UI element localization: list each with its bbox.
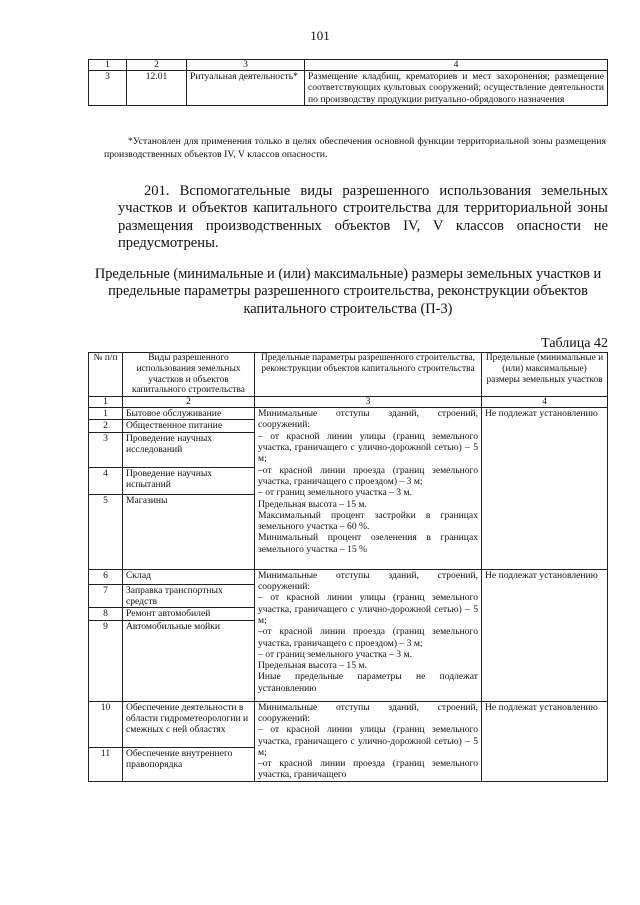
row-number: 10 <box>89 701 123 747</box>
group3-parameters <box>255 701 482 781</box>
row-number: 3 <box>89 432 123 467</box>
row-name: Проведение научных испытаний <box>123 467 255 494</box>
param-line: Максимальный процент застройки в границах земельного участка – 60 %. <box>258 509 478 533</box>
row-number: 9 <box>89 620 123 701</box>
param-line: Минимальные отступы зданий, строений, сооружений: <box>258 701 478 724</box>
row-number: 3 <box>89 71 127 106</box>
row-number: 1 <box>89 408 123 420</box>
header-cell: 4 <box>305 60 608 71</box>
row-number: 11 <box>89 747 123 781</box>
table-row <box>89 71 608 106</box>
group2-size: Не подлежат установлению <box>482 569 608 701</box>
param-line: Минимальные отступы зданий, строений, сооружений: <box>258 569 478 593</box>
group2-parameters <box>255 569 482 701</box>
row-name: Магазины <box>123 494 255 569</box>
row-name: Ремонт автомобилей <box>123 608 255 620</box>
column-numbers-row <box>89 397 608 408</box>
row-number: 7 <box>89 584 123 608</box>
row-name: Общественное питание <box>123 420 255 432</box>
param-line: Минимальный процент озеленения в границах земельного участка – 15 % <box>258 532 478 555</box>
column-number: 2 <box>123 397 255 408</box>
header-cell: 2 <box>127 60 187 71</box>
table-row <box>89 569 608 584</box>
main-table-header-row <box>89 353 608 397</box>
param-line: Предельная высота – 15 м. <box>258 498 367 510</box>
header-cell-number: № п/п <box>89 353 123 397</box>
top-table <box>88 59 608 106</box>
row-description: Размещение кладбищ, крематориев и мест захоронения; размещение соответствующих культовых сооружений; осуществление деятельности по производству продукции ритуально-обрядового назначения <box>305 71 608 106</box>
param-line: – от границ земельного участка – 3 м. <box>258 487 412 499</box>
section-heading: Предельные (минимальные и (или) максимальные) размеры земельных участков и предельные параметры разрешенного строительства, реконструкции объектов капитального строительства (П-3) <box>94 266 602 317</box>
header-cell: 3 <box>187 60 305 71</box>
param-line: – от границ земельного участка – 3 м. <box>258 648 412 660</box>
param-line: Минимальные отступы зданий, строений, сооружений: <box>258 408 478 431</box>
row-name: Склад <box>123 569 255 584</box>
group1-parameters <box>255 408 482 570</box>
column-number: 3 <box>255 397 482 408</box>
row-name: Заправка транспортных средств <box>123 584 255 608</box>
row-name: Бытовое обслуживание <box>123 408 255 420</box>
header-cell: 1 <box>89 60 127 71</box>
header-cell-use-type: Виды разрешенного использования земельных участков и объектов капитального строительства <box>123 353 255 397</box>
table-label: Таблица 42 <box>541 336 608 351</box>
header-cell-sizes: Предельные (минимальные и (или) максимальные) размеры земельных участков <box>482 353 608 397</box>
main-table <box>88 352 608 782</box>
param-line: –от красной линии проезда (границ земельного участка, граничащего <box>258 758 478 781</box>
row-name: Ритуальная деятельность* <box>187 71 305 106</box>
group3-size: Не подлежат установлению <box>482 701 608 781</box>
param-line: – от красной линии улицы (границ земельного участка, граничащего с улично-дорожной сетью) – 5 м; <box>258 724 478 758</box>
row-name: Обеспечение внутреннего правопорядка <box>123 747 255 781</box>
row-number: 8 <box>89 608 123 620</box>
column-number: 1 <box>89 397 123 408</box>
footnote: *Установлен для применения только в целях обеспечения основной функции территориальной зоны размещения производственных объектов IV, V классов опасности. <box>104 136 606 160</box>
param-line: Предельная высота – 15 м. <box>258 660 367 672</box>
table-row <box>89 408 608 420</box>
param-line: – от красной линии улицы (границ земельного участка, граничащего с улично-дорожной сетью) – 5 м; <box>258 592 478 626</box>
row-name: Обеспечение деятельности в области гидрометеорологии и смежных с ней областях <box>123 701 255 747</box>
row-code: 12.01 <box>127 71 187 106</box>
param-line: –от красной линии проезда (границ земельного участка, граничащего с проездом) – 3 м; <box>258 464 478 487</box>
column-number: 4 <box>482 397 608 408</box>
param-line: – от красной линии улицы (границ земельного участка, граничащего с улично-дорожной сетью) – 5 м; <box>258 430 478 465</box>
row-number: 5 <box>89 494 123 569</box>
paragraph-201: 201. Вспомогательные виды разрешенного использования земельных участков и объектов капитального строительства для территориальной зоны размещения производственных объектов IV, V классов опасности не предусмотрены. <box>118 183 608 252</box>
header-cell-parameters: Предельные параметры разрешенного строительства, реконструкции объектов капитального строительства <box>255 353 482 397</box>
top-table-header-row <box>89 60 608 71</box>
row-name: Проведение научных исследований <box>123 432 255 467</box>
row-number: 4 <box>89 467 123 494</box>
row-name: Автомобильные мойки <box>123 620 255 701</box>
param-line: Иные предельные параметры не подлежат установлению <box>258 671 478 694</box>
row-number: 6 <box>89 569 123 584</box>
row-number: 2 <box>89 420 123 432</box>
param-line: –от красной линии проезда (границ земельного участка, граничащего с проездом) – 3 м; <box>258 626 478 649</box>
page-number: 101 <box>310 28 330 43</box>
table-row <box>89 701 608 747</box>
group1-size: Не подлежат установлению <box>482 408 608 570</box>
